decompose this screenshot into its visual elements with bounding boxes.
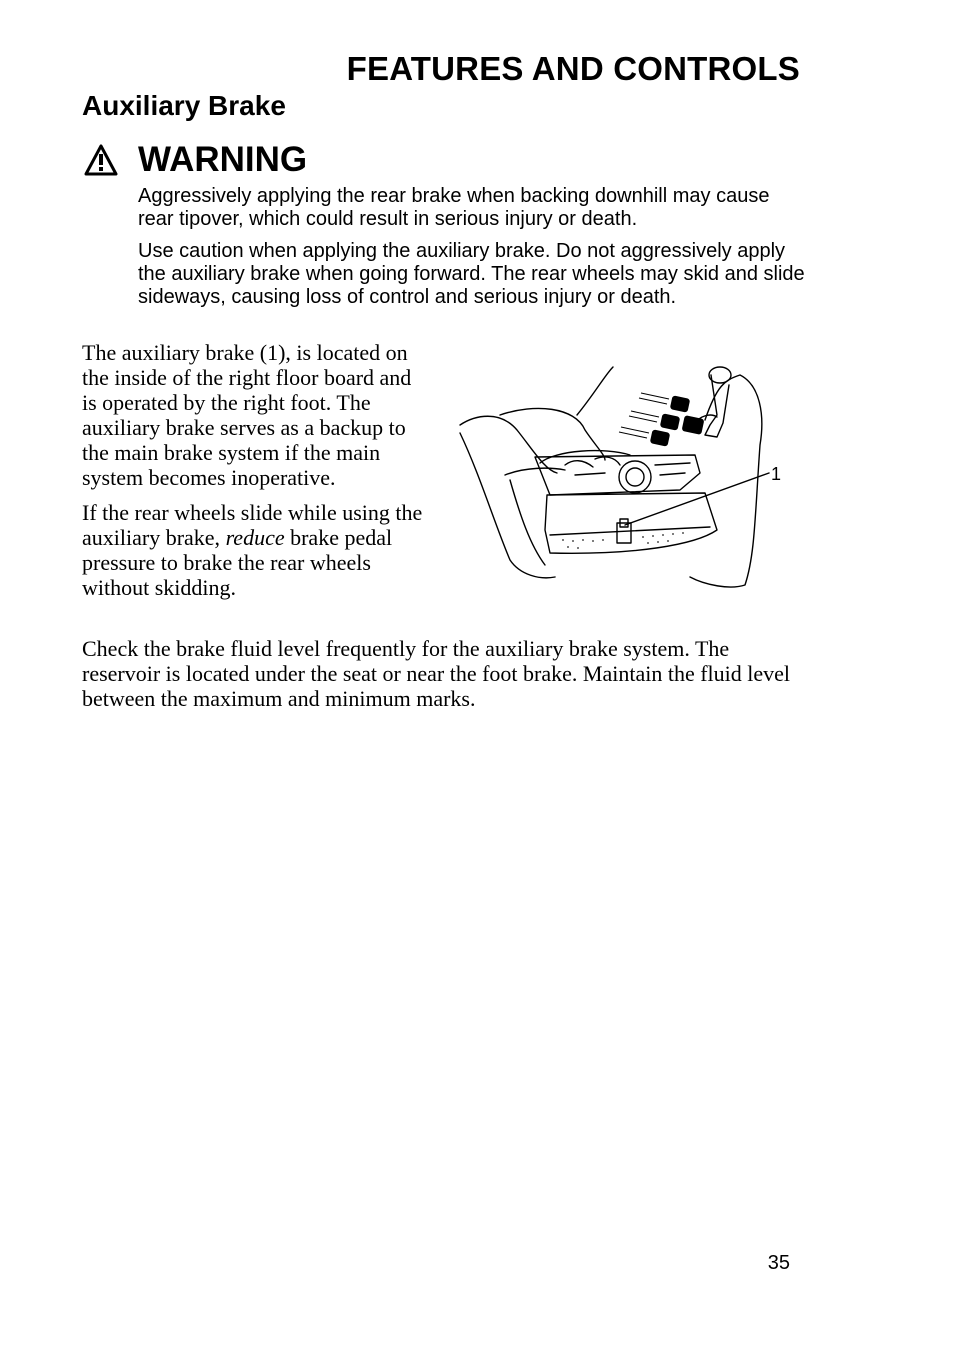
body-paragraph: The auxiliary brake (1), is located on the inside of the right floor board and is operated by the right foot. The auxiliary brake serves as a backup to the main brake system if the main system becomes inoperative. xyxy=(82,340,412,490)
warning-heading xyxy=(84,138,307,182)
auxiliary-brake-illustration xyxy=(455,355,785,600)
section-header: FEATURES AND CONTROLS xyxy=(346,50,800,87)
body-paragraph: Check the brake fluid level frequently for the auxiliary brake system. The reservoir is located under the seat or near the foot brake. Maintain the fluid level between the maximum and minimum marks. xyxy=(82,636,791,711)
body-paragraph xyxy=(82,500,427,600)
warning-label: WARNING xyxy=(138,140,308,179)
body-text-column xyxy=(82,340,427,610)
text-run: brake pedal pressure to brake the rear wheels without skidding. xyxy=(82,525,393,600)
warning-triangle-icon xyxy=(84,144,118,176)
warning-paragraph: Aggressively applying the rear brake when backing downhill may cause rear tipover, which could result in serious injury or death. xyxy=(138,185,770,230)
callout-number: 1 xyxy=(771,464,782,484)
emphasis-text: reduce xyxy=(225,525,285,550)
warning-body xyxy=(138,185,808,318)
page-number: 35 xyxy=(767,1252,790,1274)
text-run: If the rear wheels slide while using the auxiliary brake, xyxy=(82,500,423,550)
warning-paragraph: Use caution when applying the auxiliary brake. Do not aggressively apply the auxiliary brake when going forward. The rear wheels may skid and slide sideways, causing loss of control and serious injury or death. xyxy=(138,240,805,308)
topic-title: Auxiliary Brake xyxy=(82,90,286,121)
